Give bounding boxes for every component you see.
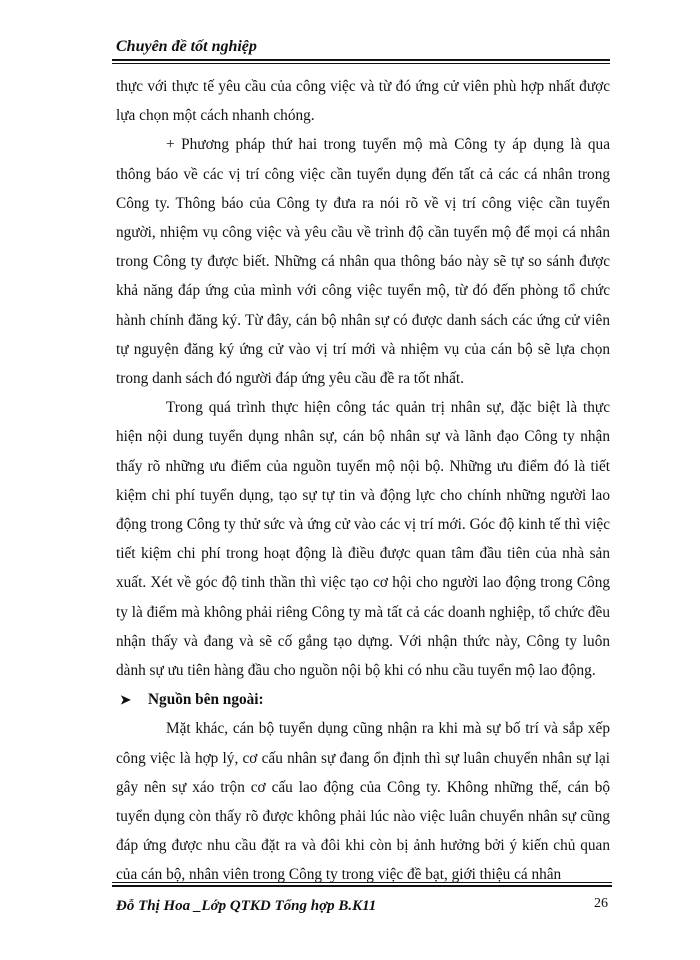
section-heading-label: Nguồn bên ngoài: <box>148 691 264 709</box>
paragraph-internal-advantages: Trong quá trình thực hiện công tác quản trị nhân sự, đặc biệt là thực hiện nội dung tuyển dụng nhân sự, cán bộ nhân sự và lãnh đạo Công ty nhận thấy rõ những ưu điểm của nguồn tuyển mộ nội bộ. Những ưu điểm đó là tiết kiệm chi phí tuyển dụng, tạo sự tự tin và động lực cho chính những người lao động trong Công ty thử sức và ứng cử vào các vị trí mới. Góc độ kinh tế thì việc tiết kiệm chi phí trong hoạt động là điều được quan tâm đầu tiên của nhà sản xuất. Xét về góc độ tinh thần thì việc tạo cơ hội cho người lao động trong Công ty là điểm mà không phải riêng Công ty mà tất cả các doanh nghiệp, tổ chức đều nhận thấy và đang và sẽ cố gắng tạo dựng. Với nhận thức này, Công ty luôn dành sự ưu tiên hàng đầu cho nguồn nội bộ khi có nhu cầu tuyển mộ lao động. <box>116 399 610 680</box>
document-body <box>116 72 610 890</box>
arrow-bullet-icon: ➤ <box>120 692 131 708</box>
header-divider <box>112 59 610 64</box>
page-header-title: Chuyên đề tốt nghiệp <box>116 38 257 55</box>
paragraph-external-source: Mặt khác, cán bộ tuyển dụng cũng nhận ra khi mà sự bố trí và sắp xếp công việc là hợp lý, cơ cấu nhân sự đang ổn định thì sự luân chuyển nhân sự lại gây nên sự xáo trộn cơ cấu lao động của Công ty. Không những thế, cán bộ tuyển dụng còn thấy rõ được không phải lúc nào việc luân chuyển nhân sự cũng đáp ứng được nhu cầu đặt ra và đôi khi còn bị ảnh hưởng bởi ý kiến chủ quan của cán bộ, nhân viên trong Công ty trong việc đề bạt, giới thiệu cá nhân <box>116 720 610 884</box>
footer-author: Đỗ Thị Hoa _Lớp QTKD Tổng hợp B.K11 <box>116 898 377 914</box>
page-number: 26 <box>594 896 608 911</box>
paragraph-continuation: thực với thực tế yêu cầu của công việc và từ đó ứng cử viên phù hợp nhất được lựa chọn một cách nhanh chóng. <box>116 78 610 125</box>
paragraph-method-two: + Phương pháp thứ hai trong tuyển mộ mà Công ty áp dụng là qua thông báo về các vị trí công việc cần tuyển dụng đến tất cả các cá nhân trong Công ty. Thông báo của Công ty đưa ra nói rõ về vị trí công việc cần tuyển người, nhiệm vụ công việc và yêu cầu về trình độ cần tuyển mộ để mọi cá nhân trong Công ty được biết. Những cá nhân qua thông báo này sẽ tự so sánh được khả năng đáp ứng của mình với công việc tuyển mộ, từ đó đến phòng tổ chức hành chính đăng ký. Từ đây, cán bộ nhân sự có được danh sách các ứng cử viên tự nguyện đăng ký ứng cử vào vị trí mới và nhiệm vụ của cán bộ sẽ lựa chọn trong danh sách đó người đáp ứng yêu cầu đề ra tốt nhất. <box>116 136 610 388</box>
section-heading-external <box>116 685 610 714</box>
footer-divider <box>112 882 612 887</box>
